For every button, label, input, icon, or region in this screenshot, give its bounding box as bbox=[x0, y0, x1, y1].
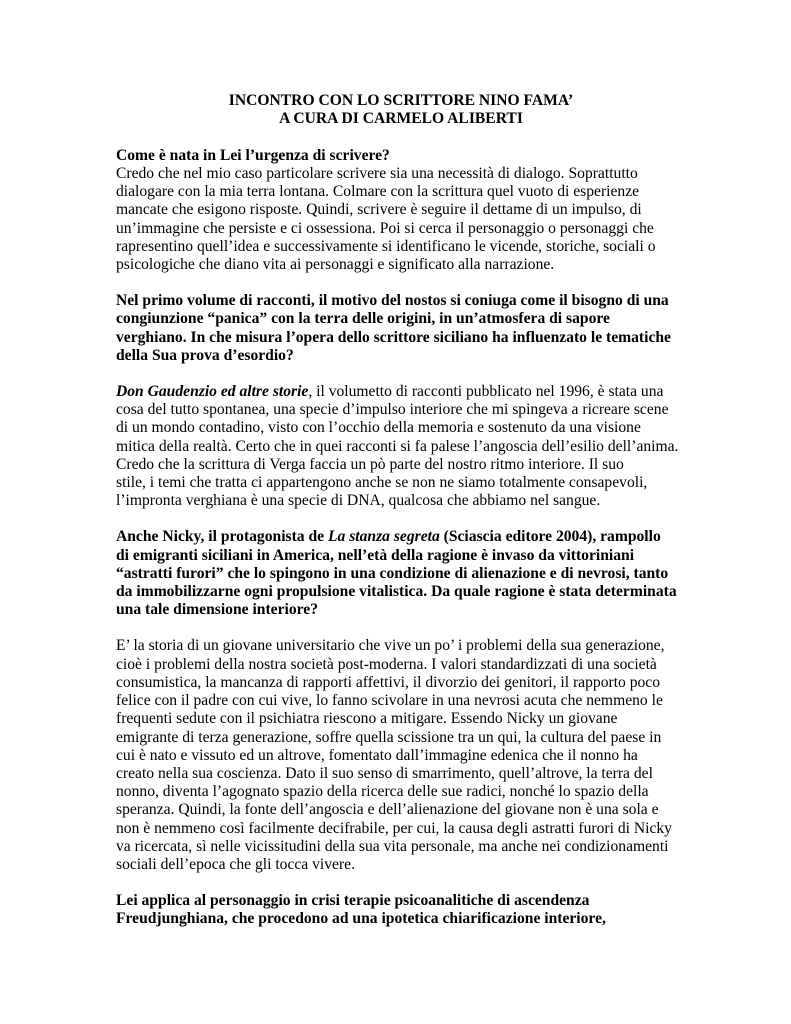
answer-line: Credo che la scrittura di Verga faccia un pò parte del nostro ritmo interiore. Il suo bbox=[116, 455, 624, 473]
answer-line: felice con il padre con cui vive, lo fanno scivolare in una nevrosi acuta che nemmeno le bbox=[116, 692, 663, 710]
answer-line: mitica della realtà. Certo che in quei racconti si fa palese l’angoscia dell’esilio dell’anima. bbox=[116, 437, 679, 455]
answer-line: mancate che esigono risposte. Quindi, scrivere è seguire il dettame di un impulso, di bbox=[116, 201, 642, 219]
answer-line: emigrante di terza generazione, soffre quella scissione tra un qui, la cultura del paese in bbox=[116, 728, 662, 746]
answer-3 bbox=[116, 637, 686, 874]
answer-text: , il volumetto di racconti pubblicato nel 1996, è stata una bbox=[308, 383, 664, 401]
question-line: da immobilizzarne ogni propulsione vitalistica. Da quale ragione è stata determinata bbox=[116, 583, 677, 601]
answer-line: nonno, diventa l’agognato spazio della ricerca delle sue radici, nonché lo spazio della bbox=[116, 783, 649, 801]
question-line: Freudjunghiana, che procedono ad una ipotetica chiarificazione interiore, bbox=[116, 910, 606, 928]
answer-line: cui è nato e vissuto ed un altrove, fomentato dall’immagine edenica che il nonno ha bbox=[116, 746, 638, 764]
question-1 bbox=[116, 147, 686, 165]
question-text: Anche Nicky, il protagonista de bbox=[116, 528, 328, 546]
book-title: Don Gaudenzio ed altre storie bbox=[116, 383, 309, 401]
answer-line bbox=[116, 383, 686, 401]
answer-line: speranza. Quindi, la fonte dell’angoscia e dell’alienazione del giovane non è una sola e bbox=[116, 801, 659, 819]
answer-line: di un mondo contadino, visto con l’occhio della memoria e sostenuto da una visione bbox=[116, 419, 641, 437]
answer-line: Credo che nel mio caso particolare scrivere sia una necessità di dialogo. Soprattutto bbox=[116, 165, 638, 183]
title-line-1: INCONTRO CON LO SCRITTORE NINO FAMA’ bbox=[228, 92, 574, 109]
question-line: Lei applica al personaggio in crisi terapie psicoanalitiche di ascendenza bbox=[116, 892, 590, 910]
answer-line: un’immagine che persiste e ci ossessiona. Poi si cerca il personaggio o personaggi che bbox=[116, 219, 654, 237]
answer-line: consumistica, la mancanza di rapporti affettivi, il divorzio dei genitori, il rapporto poco bbox=[116, 673, 661, 691]
question-line: “astratti furori” che lo spingono in una condizione di alienazione e di nevrosi, tanto bbox=[116, 564, 669, 582]
answer-line: dialogare con la mia terra lontana. Colmare con la scrittura quel vuoto di esperienze bbox=[116, 183, 640, 201]
answer-1 bbox=[116, 165, 686, 274]
title-line-2: A CURA DI CARMELO ALIBERTI bbox=[279, 110, 523, 128]
question-3 bbox=[116, 528, 686, 619]
answer-line: cioè i problemi della nostra società post-moderna. I valori standardizzati di una società bbox=[116, 655, 657, 673]
answer-line: frequenti sedute con il psichiatra riescono a mitigare. Essendo Nicky un giovane bbox=[116, 710, 618, 728]
answer-2 bbox=[116, 383, 686, 510]
answer-line: psicologiche che diano vita ai personaggi e significato alla narrazione. bbox=[116, 256, 555, 274]
book-title: La stanza segreta bbox=[327, 528, 440, 546]
question-line: congiunzione “panica” con la terra delle origini, in un’atmosfera di sapore bbox=[116, 310, 610, 328]
question-line: Come è nata in Lei l’urgenza di scrivere? bbox=[116, 146, 390, 164]
question-line: verghiano. In che misura l’opera dello scrittore siciliano ha influenzato le tematiche bbox=[116, 328, 671, 346]
question-line: della Sua prova d’esordio? bbox=[116, 346, 294, 364]
answer-line: E’ la storia di un giovane universitario che vive un po’ i problemi della sua generazione, bbox=[116, 637, 665, 655]
question-line: una tale dimensione interiore? bbox=[116, 601, 318, 619]
question-text: (Sciascia editore 2004), rampollo bbox=[439, 528, 661, 546]
question-2 bbox=[116, 292, 686, 365]
answer-line: creato nella sua coscienza. Dato il suo senso di smarrimento, quell’altrove, la terra del bbox=[116, 764, 653, 782]
answer-line: rapresentino quell’idea e successivamente si identificano le vicende, storiche, sociali o bbox=[116, 237, 656, 255]
answer-line: sociali dell’epoca che gli tocca vivere. bbox=[116, 855, 355, 873]
question-line: di emigranti siciliani in America, nell’età della ragione è invaso da vittoriniani bbox=[116, 546, 635, 564]
answer-line: cosa del tutto spontanea, una specie d’impulso interiore che mi spingeva a ricreare scene bbox=[116, 401, 669, 419]
answer-line: va ricercata, sì nelle vicissitudini della sua vita personale, ma anche nei condizionamenti bbox=[116, 837, 669, 855]
answer-line: non è nemmeno così facilmente decifrabile, per cui, la causa degli astratti furori di Nicky bbox=[116, 819, 672, 837]
document-page bbox=[116, 92, 686, 929]
question-4 bbox=[116, 892, 686, 928]
answer-line: stile, i temi che tratta ci appartengono anche se non ne siamo totalmente consapevoli, bbox=[116, 474, 648, 492]
answer-line: l’impronta verghiana è una specie di DNA, qualcosa che abbiamo nel sangue. bbox=[116, 492, 601, 510]
question-line bbox=[116, 528, 686, 546]
question-line: Nel primo volume di racconti, il motivo del nostos si coniuga come il bisogno di una bbox=[116, 292, 669, 310]
document-title bbox=[116, 92, 686, 129]
